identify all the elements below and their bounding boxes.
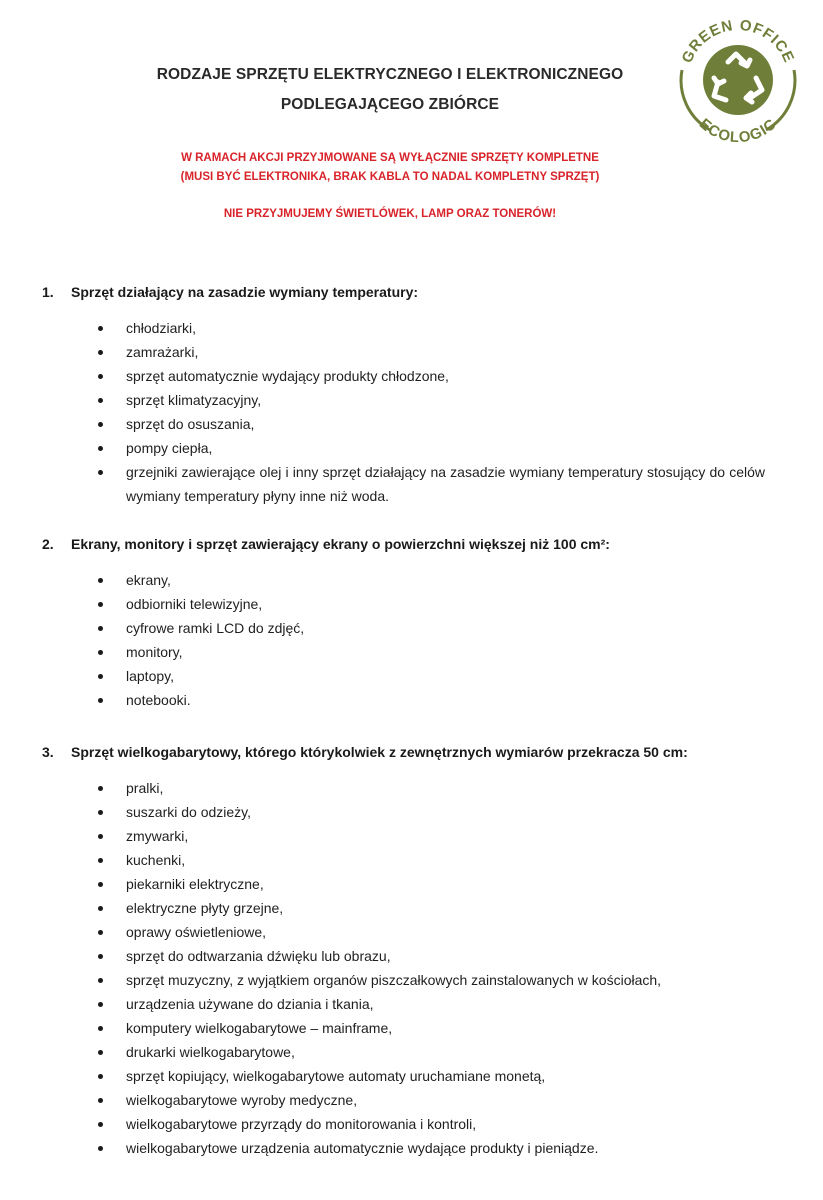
section-title: Sprzęt działający na zasadzie wymiany temperatury:: [71, 284, 419, 300]
bullet-icon: [98, 350, 103, 355]
item-list: [0, 568, 823, 712]
list-item: chłodziarki,: [0, 316, 823, 340]
list-item: urządzenia używane do dziania i tkania,: [0, 992, 823, 1016]
list-item: sprzęt klimatyzacyjny,: [0, 388, 823, 412]
list-item: wielkogabarytowe wyroby medyczne,: [0, 1088, 823, 1112]
logo-text-bottom: ECOLOGIC: [695, 115, 781, 144]
list-item: sprzęt do osuszania,: [0, 412, 823, 436]
bullet-icon: [98, 602, 103, 607]
list-item: zamrażarki,: [0, 340, 823, 364]
section-number: 2.: [42, 536, 54, 552]
section-title: Sprzęt wielkogabarytowy, którego którykolwiek z zewnętrznych wymiarów przekracza 50 cm:: [71, 744, 688, 760]
bullet-icon: [98, 834, 103, 839]
section-title: Ekrany, monitory i sprzęt zawierający ekrany o powierzchni większej niż 100 cm²:: [71, 536, 610, 552]
bullet-icon: [98, 1002, 103, 1007]
bullet-icon: [98, 1098, 103, 1103]
list-item: komputery wielkogabarytowe – mainframe,: [0, 1016, 823, 1040]
bullet-icon: [98, 858, 103, 863]
list-item: elektryczne płyty grzejne,: [0, 896, 823, 920]
list-item: odbiorniki telewizyjne,: [0, 592, 823, 616]
item-list: [0, 316, 823, 508]
warning-line2: (MUSI BYĆ ELEKTRONIKA, BRAK KABLA TO NADAL KOMPLETNY SPRZĘT): [180, 171, 600, 183]
bullet-icon: [98, 374, 103, 379]
bullet-icon: [98, 1122, 103, 1127]
bullet-icon: [98, 954, 103, 959]
bullet-icon: [98, 786, 103, 791]
bullet-icon: [98, 422, 103, 427]
warning-line3: NIE PRZYJMUJEMY ŚWIETLÓWEK, LAMP ORAZ TONERÓW!: [223, 208, 557, 220]
bullet-icon: [98, 446, 103, 451]
list-item: laptopy,: [0, 664, 823, 688]
bullet-icon: [98, 882, 103, 887]
list-item: ekrany,: [0, 568, 823, 592]
bullet-icon: [98, 1146, 103, 1151]
bullet-icon: [98, 626, 103, 631]
list-item: wielkogabarytowe przyrządy do monitorowania i kontroli,: [0, 1112, 823, 1136]
list-item: wielkogabarytowe urządzenia automatycznie wydające produkty i pieniądze.: [0, 1136, 823, 1160]
bullet-icon: [98, 978, 103, 983]
list-item: cyfrowe ramki LCD do zdjęć,: [0, 616, 823, 640]
section-number: 3.: [42, 744, 54, 760]
logo-text-top: GREEN OFFICE: [678, 16, 798, 66]
list-item: pompy ciepła,: [0, 436, 823, 460]
list-item: sprzęt automatycznie wydający produkty chłodzone,: [0, 364, 823, 388]
page-title-line1: RODZAJE SPRZĘTU ELEKTRYCZNEGO I ELEKTRONICZNEGO: [156, 66, 624, 83]
list-item: drukarki wielkogabarytowe,: [0, 1040, 823, 1064]
list-item: sprzęt do odtwarzania dźwięku lub obrazu,: [0, 944, 823, 968]
list-item: notebooki.: [0, 688, 823, 712]
page-title-line2: PODLEGAJĄCEGO ZBIÓRCE: [280, 96, 500, 113]
bullet-icon: [98, 930, 103, 935]
bullet-icon: [98, 326, 103, 331]
list-item: zmywarki,: [0, 824, 823, 848]
list-item: sprzęt kopiujący, wielkogabarytowe automaty uruchamiane monetą,: [0, 1064, 823, 1088]
bullet-icon: [98, 1074, 103, 1079]
list-item: piekarniki elektryczne,: [0, 872, 823, 896]
bullet-icon: [98, 1026, 103, 1031]
item-list: [0, 776, 823, 1160]
bullet-icon: [98, 906, 103, 911]
warning-line1: W RAMACH AKCJI PRZYJMOWANE SĄ WYŁĄCZNIE SPRZĘTY KOMPLETNE: [181, 152, 599, 164]
list-item: grzejniki zawierające olej i inny sprzęt działający na zasadzie wymiany temperatury stosujący do celów wymiany temperatury płyny inne niż woda.: [0, 460, 823, 508]
list-item: kuchenki,: [0, 848, 823, 872]
section-heading: [42, 744, 688, 760]
list-item: monitory,: [0, 640, 823, 664]
green-office-ecologic-logo: [670, 8, 806, 144]
list-item: suszarki do odzieży,: [0, 800, 823, 824]
bullet-icon: [98, 470, 103, 475]
bullet-icon: [98, 810, 103, 815]
list-item: oprawy oświetleniowe,: [0, 920, 823, 944]
bullet-icon: [98, 698, 103, 703]
bullet-icon: [98, 578, 103, 583]
bullet-icon: [98, 1050, 103, 1055]
bullet-icon: [98, 674, 103, 679]
section-heading: [42, 284, 418, 300]
section-number: 1.: [42, 284, 54, 300]
bullet-icon: [98, 398, 103, 403]
list-item: sprzęt muzyczny, z wyjątkiem organów piszczałkowych zainstalowanych w kościołach,: [0, 968, 823, 992]
svg-text:ECOLOGIC: [696, 115, 780, 144]
section-heading: [42, 536, 610, 552]
list-item: pralki,: [0, 776, 823, 800]
bullet-icon: [98, 650, 103, 655]
